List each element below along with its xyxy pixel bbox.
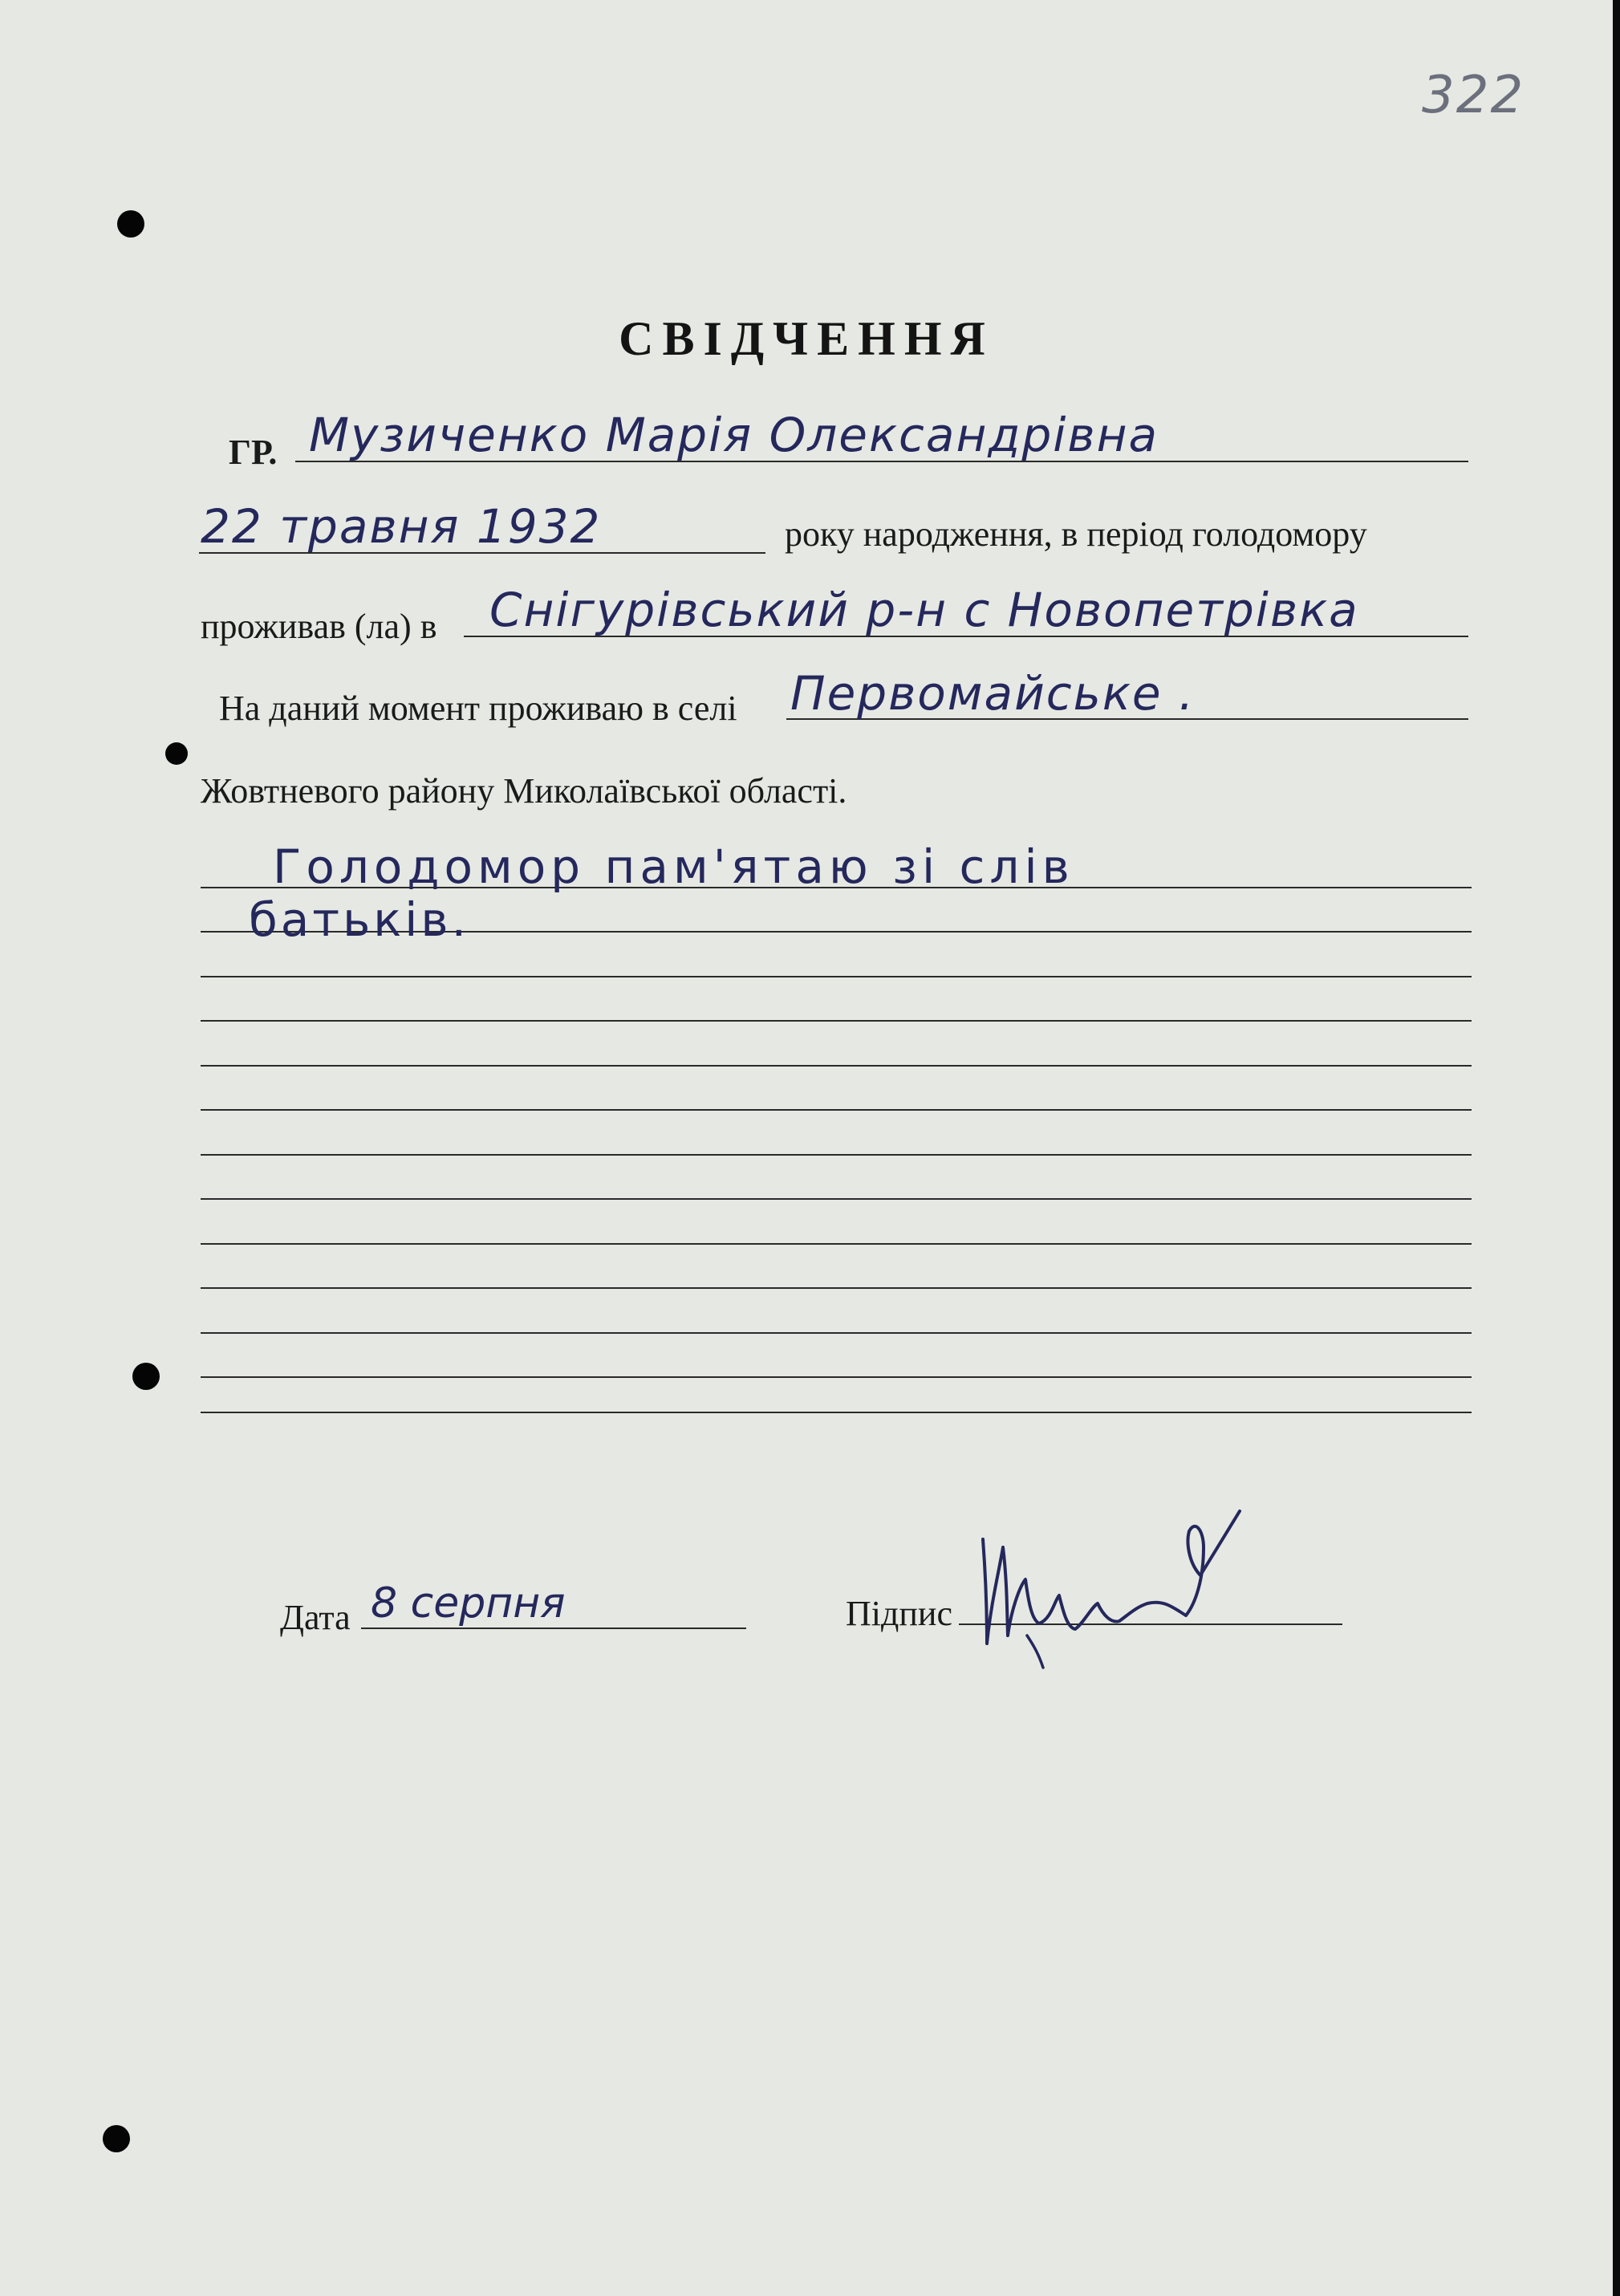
punch-hole-bottom bbox=[103, 2125, 130, 2152]
testimony-line-12 bbox=[201, 1376, 1472, 1378]
page-number: 322 bbox=[1422, 66, 1525, 125]
testimony-line-8 bbox=[201, 1198, 1472, 1200]
signature-label: Підпис bbox=[846, 1594, 953, 1633]
punch-hole-mid bbox=[132, 1363, 160, 1390]
handwritten-signature bbox=[963, 1443, 1252, 1676]
birth-suffix-label: року народження, в період голодомору bbox=[785, 514, 1367, 554]
lived-in-label: проживав (ла) в bbox=[201, 607, 437, 646]
handwritten-date: 8 серпня bbox=[371, 1579, 566, 1628]
testimony-line-6 bbox=[201, 1109, 1472, 1111]
date-underline bbox=[361, 1628, 746, 1629]
handwritten-testimony-line-2: батьків. bbox=[249, 892, 470, 947]
testimony-line-11 bbox=[201, 1332, 1472, 1334]
date-label: Дата bbox=[280, 1598, 351, 1637]
punch-hole-top bbox=[117, 210, 144, 238]
document-title: СВІДЧЕННЯ bbox=[619, 312, 994, 365]
testimony-line-13 bbox=[201, 1412, 1472, 1413]
district-label: Жовтневого району Миколаївської області. bbox=[201, 771, 847, 811]
handwritten-testimony-line-1: Голодомор пам'ятаю зі слів bbox=[273, 839, 1074, 894]
handwritten-lived-place: Снігурівський р-н с Новопетрівка bbox=[489, 583, 1359, 637]
current-residence-label: На даний момент проживаю в селі bbox=[219, 689, 737, 728]
testimony-line-9 bbox=[201, 1243, 1472, 1245]
handwritten-current-village: Первомайське . bbox=[790, 666, 1196, 721]
handwritten-full-name: Музиченко Марія Олександрівна bbox=[309, 408, 1159, 462]
testimony-line-5 bbox=[201, 1065, 1472, 1067]
punch-hole-upper-mid bbox=[165, 742, 188, 765]
testimony-line-3 bbox=[201, 976, 1472, 977]
handwritten-birth-date: 22 травня 1932 bbox=[201, 499, 602, 554]
testimony-line-7 bbox=[201, 1154, 1472, 1156]
testimony-line-4 bbox=[201, 1020, 1472, 1022]
testimony-line-10 bbox=[201, 1287, 1472, 1289]
citizen-label: ГР. bbox=[229, 433, 278, 472]
